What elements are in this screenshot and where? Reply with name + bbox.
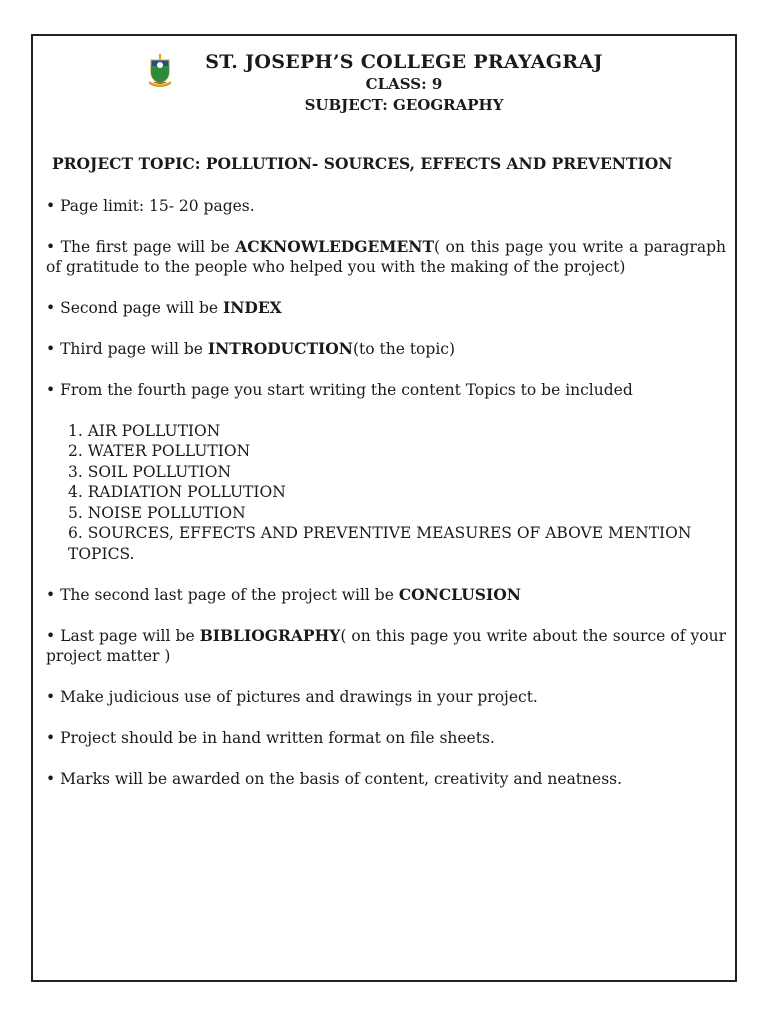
pictures-item: • Make judicious use of pictures and drawings in your project. [46, 688, 538, 706]
format-item: • Project should be in hand written format on file sheets. [46, 729, 495, 747]
list-item: 6. SOURCES, EFFECTS AND PREVENTIVE MEASURES OF ABOVE MENTION TOPICS. [68, 524, 692, 563]
college-crest-icon [146, 52, 174, 88]
introduction-suffix: (to the topic) [352, 340, 455, 358]
conclusion-item [46, 585, 726, 606]
page-limit-item: • Page limit: 15- 20 pages. [46, 196, 255, 215]
bibliography-suffix: ( on this page you write about the source of your project matter ) [46, 626, 726, 665]
bibliography-item [46, 626, 726, 667]
introduction-prefix: • Third page will be [46, 340, 208, 358]
index-prefix: • Second page will be [46, 299, 223, 317]
content-topics-item: • From the fourth page you start writing the content Topics to be included [46, 381, 633, 399]
acknowledgement-item [46, 237, 726, 278]
college-name: ST. JOSEPH’S COLLEGE PRAYAGRAJ [205, 51, 603, 73]
index-keyword: INDEX [222, 298, 282, 317]
class-line: CLASS: 9 [365, 75, 443, 93]
subject-line: SUBJECT: GEOGRAPHY [304, 96, 504, 114]
document-header [33, 50, 735, 116]
list-item: 2. WATER POLLUTION [68, 442, 251, 460]
list-item: 4. RADIATION POLLUTION [68, 483, 286, 501]
introduction-keyword: INTRODUCTION [207, 339, 353, 358]
marks-item: • Marks will be awarded on the basis of content, creativity and neatness. [46, 770, 623, 788]
conclusion-keyword: CONCLUSION [398, 584, 521, 604]
list-item: 1. AIR POLLUTION [68, 421, 221, 440]
conclusion-prefix: • The second last page of the project will be [46, 585, 399, 604]
introduction-item [46, 339, 726, 360]
acknowledgement-keyword: ACKNOWLEDGEMENT [235, 236, 434, 256]
list-item: 3. SOIL POLLUTION [68, 462, 232, 481]
bibliography-prefix: • Last page will be [46, 626, 200, 645]
document-body [46, 154, 726, 810]
acknowledgement-suffix: ( on this page you write a paragraph of gratitude to the people who helped you with the making of the project) [46, 237, 727, 276]
bibliography-keyword: BIBLIOGRAPHY [199, 625, 341, 645]
list-item: 5. NOISE POLLUTION [68, 503, 246, 522]
project-topic: PROJECT TOPIC: POLLUTION- SOURCES, EFFECTS AND PREVENTION [52, 154, 673, 173]
acknowledgement-prefix: • The first page will be [46, 237, 236, 256]
index-item [46, 298, 726, 319]
document-frame [31, 34, 737, 982]
topics-list [68, 421, 726, 565]
